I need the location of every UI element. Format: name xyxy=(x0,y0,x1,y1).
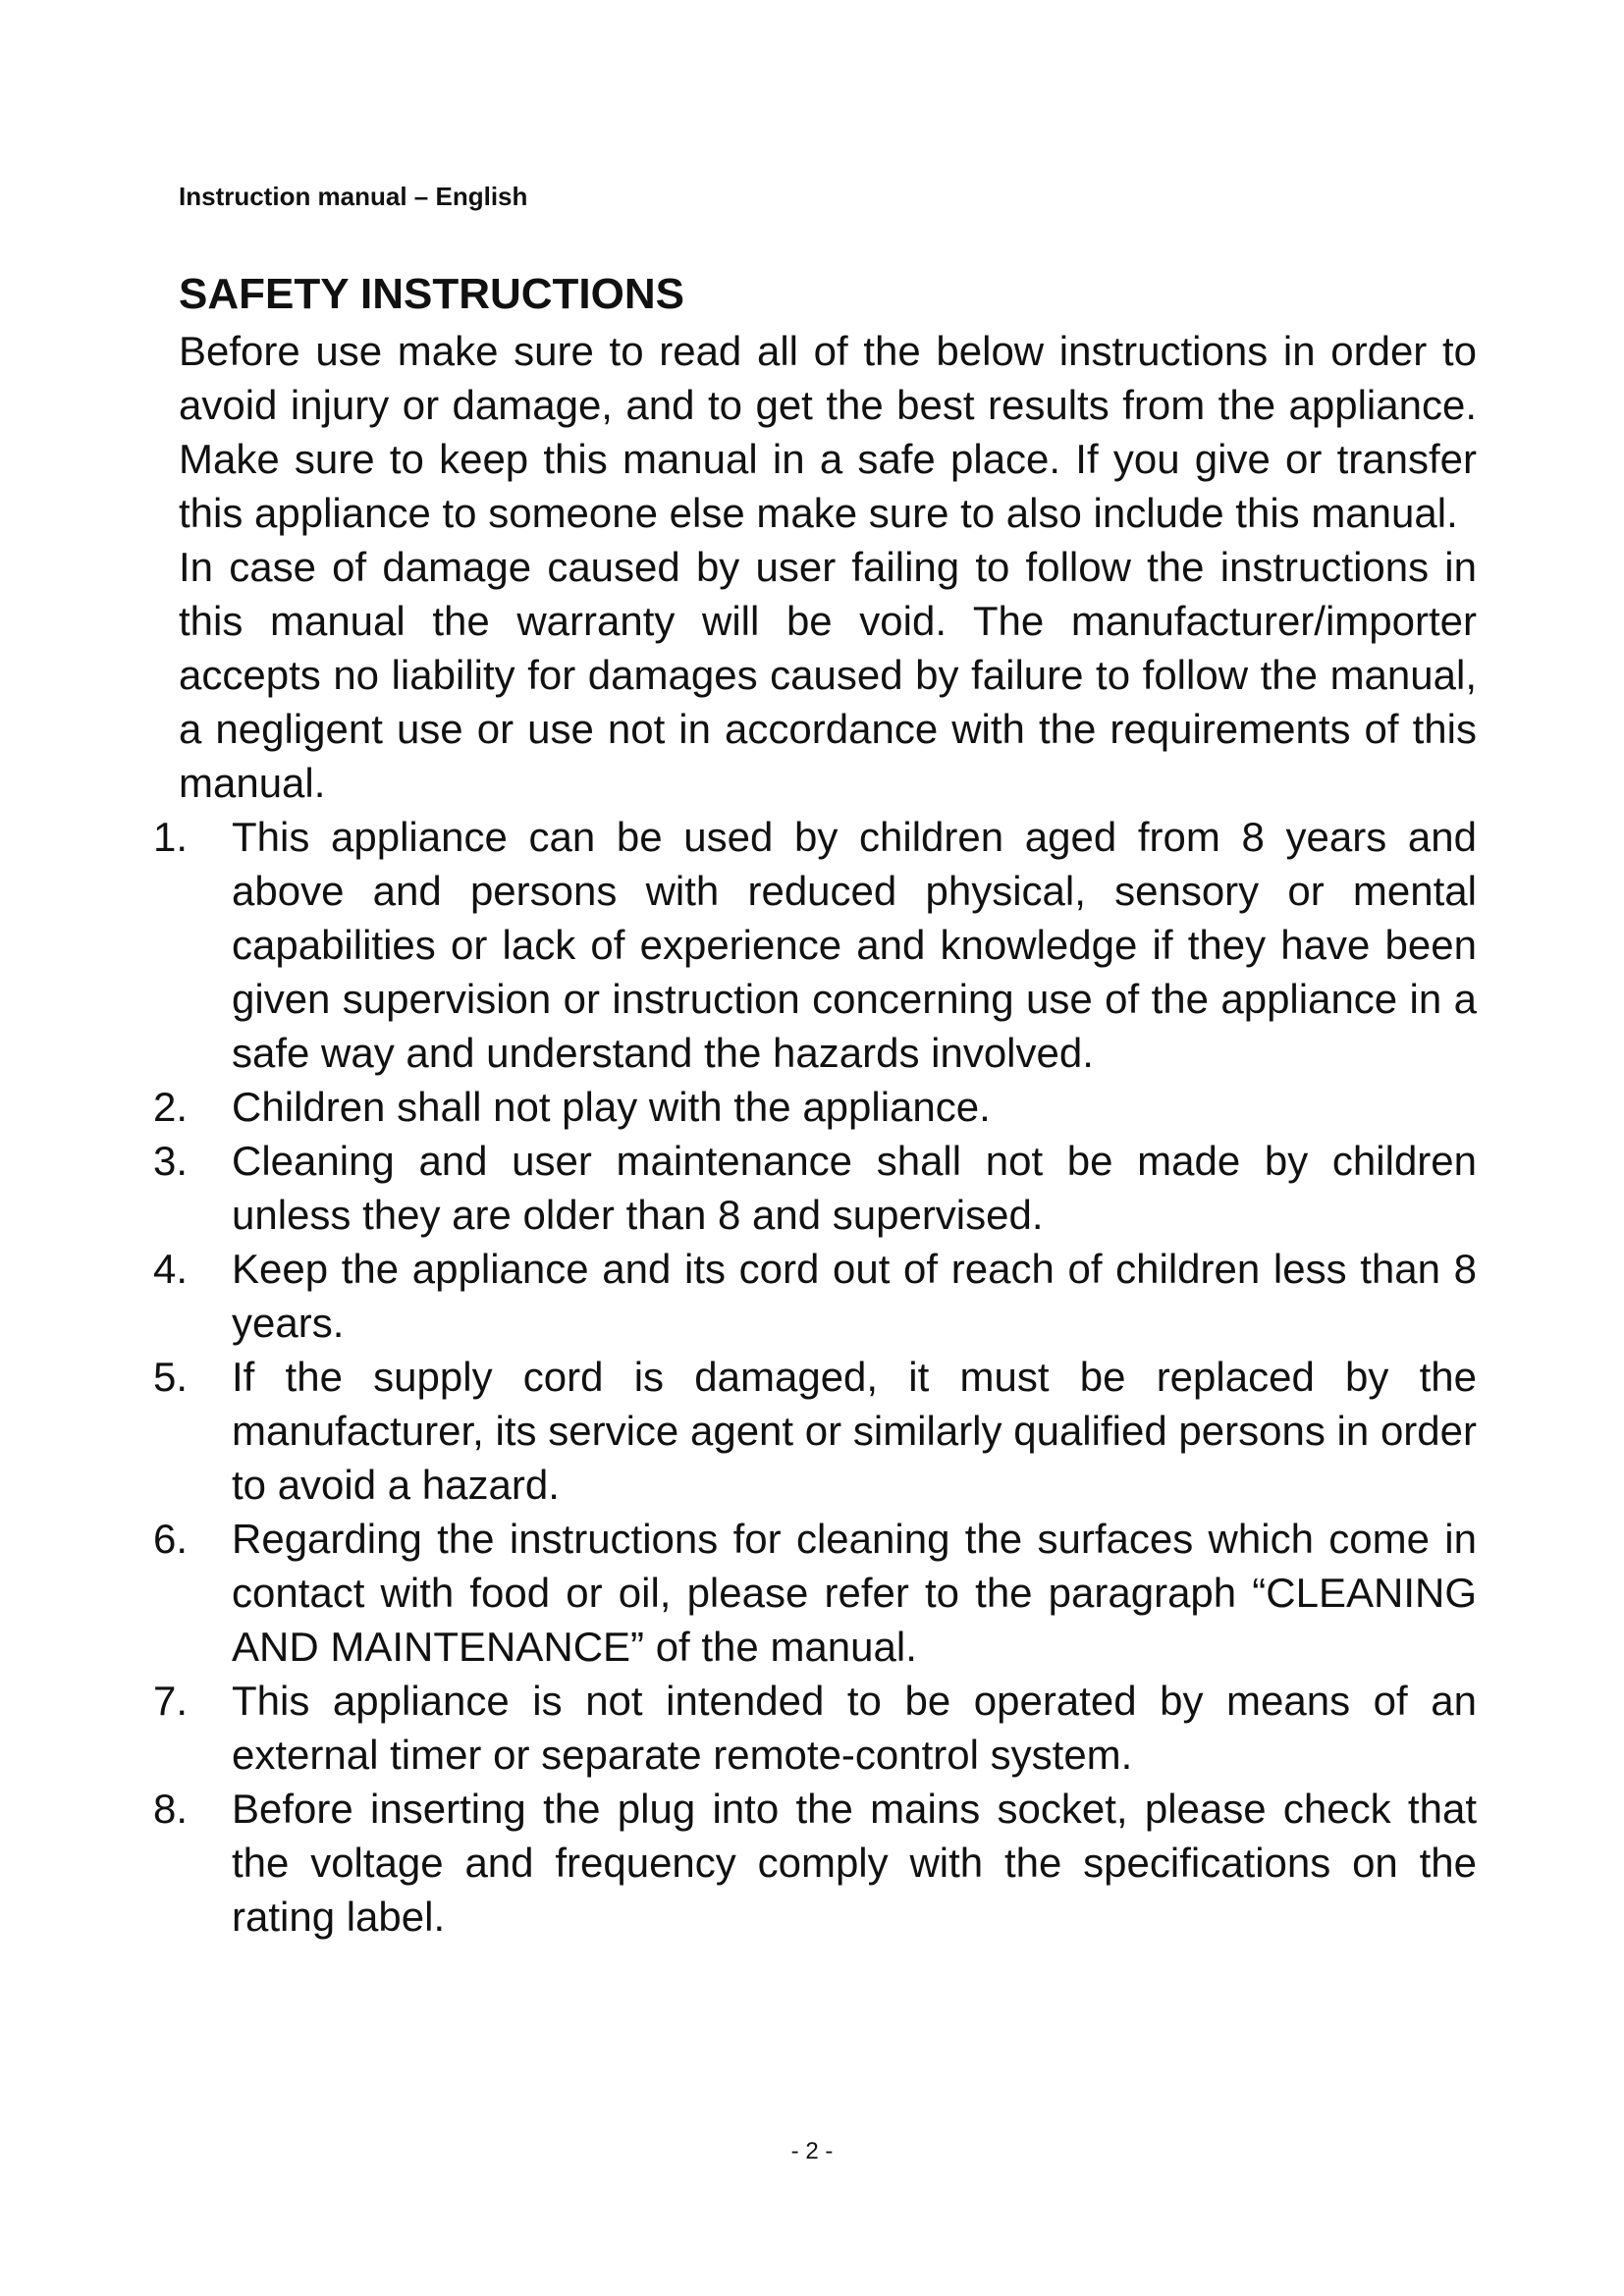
item-number: 7. xyxy=(153,1678,189,1724)
item-text: Cleaning and user maintenance shall not be made by children unless they are older than 8 and supervised. xyxy=(232,1138,1477,1238)
item-text: Before inserting the plug into the mains socket, please check that the voltage and frequency comply with the specifications on the rating label. xyxy=(232,1786,1477,1940)
safety-instructions-list xyxy=(153,810,1477,1944)
item-number: 3. xyxy=(153,1138,189,1184)
page-header: Instruction manual – English xyxy=(179,182,528,211)
main-content xyxy=(153,267,1477,1944)
list-item xyxy=(153,810,1477,1080)
item-number: 6. xyxy=(153,1516,189,1562)
list-item xyxy=(153,1512,1477,1674)
item-number: 2. xyxy=(153,1084,189,1130)
item-number: 8. xyxy=(153,1786,189,1832)
item-number: 5. xyxy=(153,1354,189,1400)
intro-paragraph-2: In case of damage caused by user failing to follow the instructions in this manual the warranty will be void. The manufacturer/importer accepts no liability for damages caused by failure to follow the manual, a negligent use or use not in accordance with the requirements of this manual. xyxy=(179,544,1477,806)
item-text: Children shall not play with the appliance. xyxy=(232,1084,991,1130)
page-number: - 2 - xyxy=(790,2138,834,2164)
item-text: If the supply cord is damaged, it must be replaced by the manufacturer, its service agent or similarly qualified persons in order to avoid a hazard. xyxy=(232,1354,1477,1508)
item-text: This appliance is not intended to be operated by means of an external timer or separate remote-control system. xyxy=(232,1678,1477,1778)
section-title: SAFETY INSTRUCTIONS xyxy=(179,270,685,318)
item-text: This appliance can be used by children aged from 8 years and above and persons with reduced physical, sensory or mental capabilities or lack of experience and knowledge if they have been given supervision or instruction concerning use of the appliance in a safe way and understand the hazards involved. xyxy=(232,814,1477,1076)
item-number: 4. xyxy=(153,1246,189,1292)
item-text: Keep the appliance and its cord out of reach of children less than 8 years. xyxy=(232,1246,1477,1346)
item-number: 1. xyxy=(153,814,189,860)
intro-paragraph-1: Before use make sure to read all of the below instructions in order to avoid injury or damage, and to get the best results from the appliance. Make sure to keep this manual in a safe place. If you give or transfer this appliance to someone else make sure to also include this manual. xyxy=(179,328,1477,536)
list-item xyxy=(153,1350,1477,1512)
list-item xyxy=(153,1782,1477,1944)
list-item xyxy=(153,1242,1477,1350)
list-item xyxy=(153,1674,1477,1782)
list-item xyxy=(153,1134,1477,1242)
item-text: Regarding the instructions for cleaning the surfaces which come in contact with food or oil, please refer to the paragraph “CLEANING AND MAINTENANCE” of the manual. xyxy=(232,1516,1477,1670)
list-item xyxy=(153,1080,1477,1134)
